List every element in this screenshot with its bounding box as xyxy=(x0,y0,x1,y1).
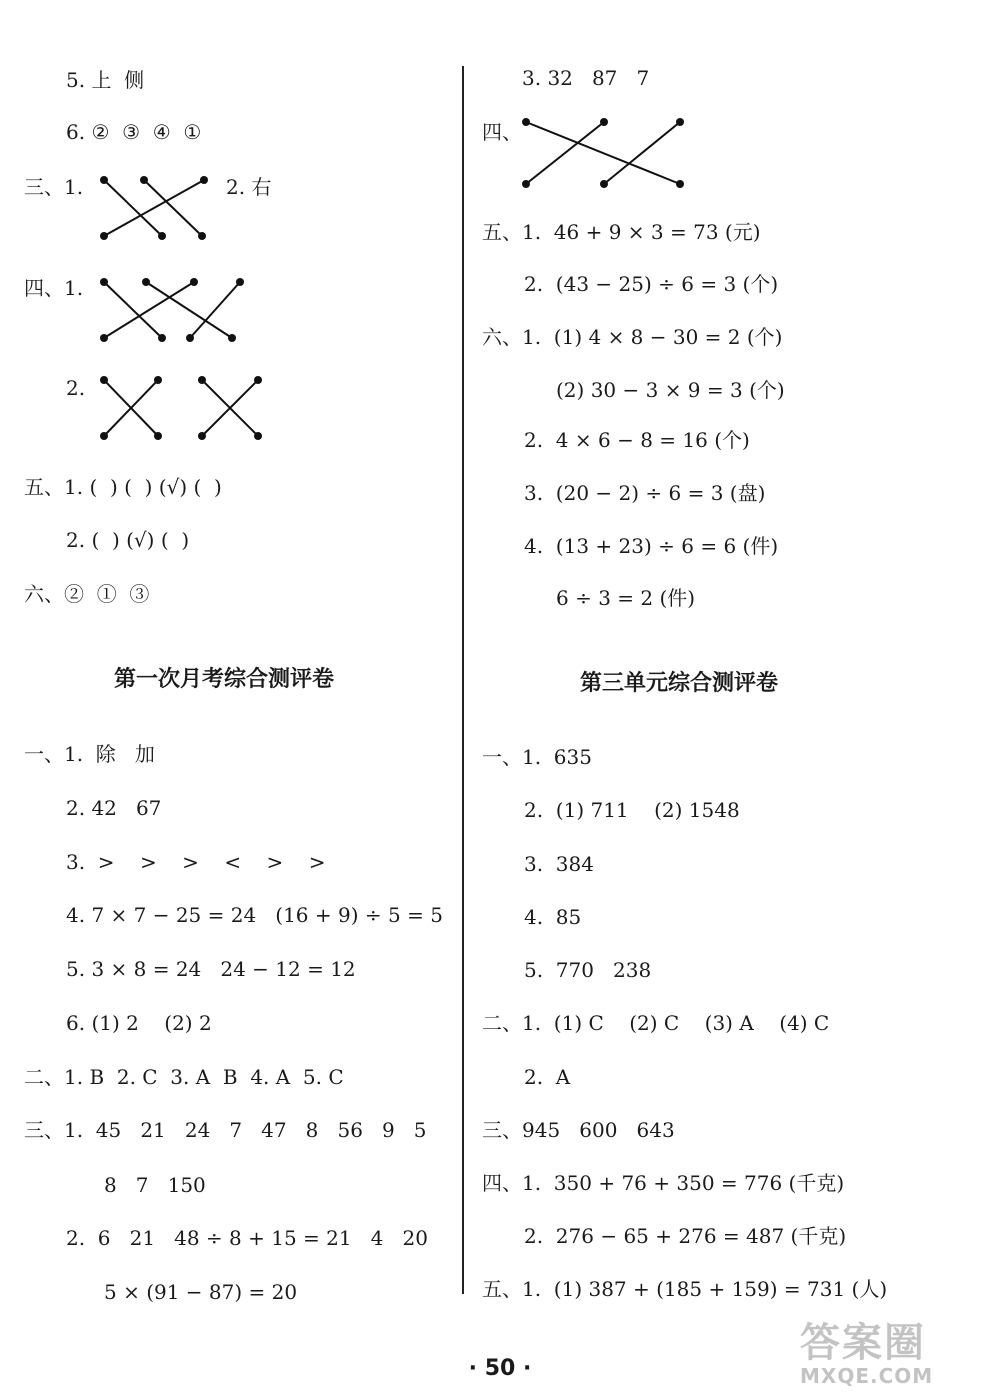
watermark-url: MXQE.COM xyxy=(800,1364,934,1388)
matching-diagram xyxy=(96,172,208,242)
match-dot xyxy=(100,334,108,342)
answer-line: 2. A xyxy=(524,1065,571,1089)
matching-diagram xyxy=(518,114,690,190)
answer-line: 4. 7 × 7 − 25 = 24 (16 + 9) ÷ 5 = 5 xyxy=(66,903,443,927)
match-dot xyxy=(100,432,108,440)
match-dot xyxy=(522,118,530,126)
answer-line: 四、1. xyxy=(24,276,84,300)
answer-line: 5. 770 238 xyxy=(524,958,652,982)
page-number: · 50 · xyxy=(468,1356,532,1381)
page-number-value: 50 xyxy=(484,1356,516,1381)
answer-line: 6 ÷ 3 = 2 (件) xyxy=(556,586,696,610)
answer-line: 2. 4 × 6 − 8 = 16 (个) xyxy=(524,428,750,452)
match-line xyxy=(190,282,240,338)
match-dot xyxy=(186,334,194,342)
answer-line: 五、1. 46 + 9 × 3 = 73 (元) xyxy=(482,220,761,244)
match-dot xyxy=(228,334,236,342)
answer-line: 四、1. 350 + 76 + 350 = 776 (千克) xyxy=(482,1171,845,1195)
answer-line: 三、1. 45 21 24 7 47 8 56 9 5 xyxy=(24,1118,427,1142)
match-dot xyxy=(100,232,108,240)
watermark-logo xyxy=(800,1321,990,1391)
answer-line: 二、1. (1) C (2) C (3) A (4) C xyxy=(482,1011,830,1035)
answer-line: 2. xyxy=(66,376,86,400)
section-heading: 第一次月考综合测评卷 xyxy=(114,667,335,692)
match-dot xyxy=(200,176,208,184)
answer-line: 2. 6 21 48 ÷ 8 + 15 = 21 4 20 xyxy=(66,1226,428,1250)
answer-line: 2. 右 xyxy=(226,175,272,199)
match-dot xyxy=(100,376,108,384)
match-line xyxy=(526,122,604,184)
column-divider xyxy=(462,66,464,1294)
answer-line: 6. (1) 2 (2) 2 xyxy=(66,1011,212,1035)
answer-line: 三、945 600 643 xyxy=(482,1118,675,1142)
match-line xyxy=(104,282,162,338)
answer-line: 二、1. B 2. C 3. A B 4. A 5. C xyxy=(24,1065,344,1089)
match-line xyxy=(146,282,232,338)
answer-line: 6. ② ③ ④ ① xyxy=(66,120,202,144)
match-dot xyxy=(140,176,148,184)
match-dot xyxy=(600,118,608,126)
match-dot xyxy=(198,232,206,240)
answer-line: 5. 3 × 8 = 24 24 − 12 = 12 xyxy=(66,957,356,981)
match-dot xyxy=(198,432,206,440)
answer-line: 3. (20 − 2) ÷ 6 = 3 (盘) xyxy=(524,481,766,505)
match-dot xyxy=(198,376,206,384)
match-dot xyxy=(100,278,108,286)
match-dot xyxy=(100,176,108,184)
matching-diagram xyxy=(96,372,268,442)
match-line xyxy=(104,282,194,338)
answer-line: 四、 xyxy=(482,120,522,144)
match-dot xyxy=(142,278,150,286)
watermark-title: 答案圈 xyxy=(800,1320,926,1366)
match-dot xyxy=(254,432,262,440)
answer-line: 2. ( ) (√) ( ) xyxy=(66,528,190,552)
match-dot xyxy=(154,376,162,384)
answer-line: 4. (13 + 23) ÷ 6 = 6 (件) xyxy=(524,534,779,558)
matching-diagram xyxy=(96,274,248,344)
match-dot xyxy=(158,232,166,240)
answer-line: 5 × (91 − 87) = 20 xyxy=(104,1280,298,1304)
match-dot xyxy=(154,432,162,440)
answer-line: 2. (43 − 25) ÷ 6 = 3 (个) xyxy=(524,272,779,296)
answer-line: 8 7 150 xyxy=(104,1173,206,1197)
match-dot xyxy=(600,180,608,188)
answer-line: 3. 32 87 7 xyxy=(522,66,650,90)
match-line xyxy=(526,122,680,184)
answer-line: 3. 384 xyxy=(524,852,594,876)
answer-line: 2. 42 67 xyxy=(66,796,162,820)
answer-line: 六、② ① ③ xyxy=(24,582,150,606)
answer-line: 5. 上 侧 xyxy=(66,68,145,92)
answer-line: 五、1. ( ) ( ) (√) ( ) xyxy=(24,475,222,499)
match-dot xyxy=(254,376,262,384)
match-dot xyxy=(236,278,244,286)
match-dot xyxy=(158,334,166,342)
match-dot xyxy=(676,118,684,126)
match-dot xyxy=(676,180,684,188)
match-line xyxy=(604,122,680,184)
answer-line: 三、1. xyxy=(24,175,84,199)
match-dot xyxy=(190,278,198,286)
answer-line: 4. 85 xyxy=(524,905,582,929)
answer-line: 2. (1) 711 (2) 1548 xyxy=(524,798,740,822)
match-dot xyxy=(522,180,530,188)
answer-line: 一、1. 635 xyxy=(482,745,592,769)
answer-line: 3. > > > < > > xyxy=(66,850,326,874)
answer-line: 一、1. 除 加 xyxy=(24,742,155,766)
answer-line: 六、1. (1) 4 × 8 − 30 = 2 (个) xyxy=(482,325,783,349)
answer-line: 五、1. (1) 387 + (185 + 159) = 731 (人) xyxy=(482,1277,888,1301)
answer-line: 2. 276 − 65 + 276 = 487 (千克) xyxy=(524,1224,847,1248)
section-heading: 第三单元综合测评卷 xyxy=(580,671,779,696)
answer-line: (2) 30 − 3 × 9 = 3 (个) xyxy=(556,378,785,402)
